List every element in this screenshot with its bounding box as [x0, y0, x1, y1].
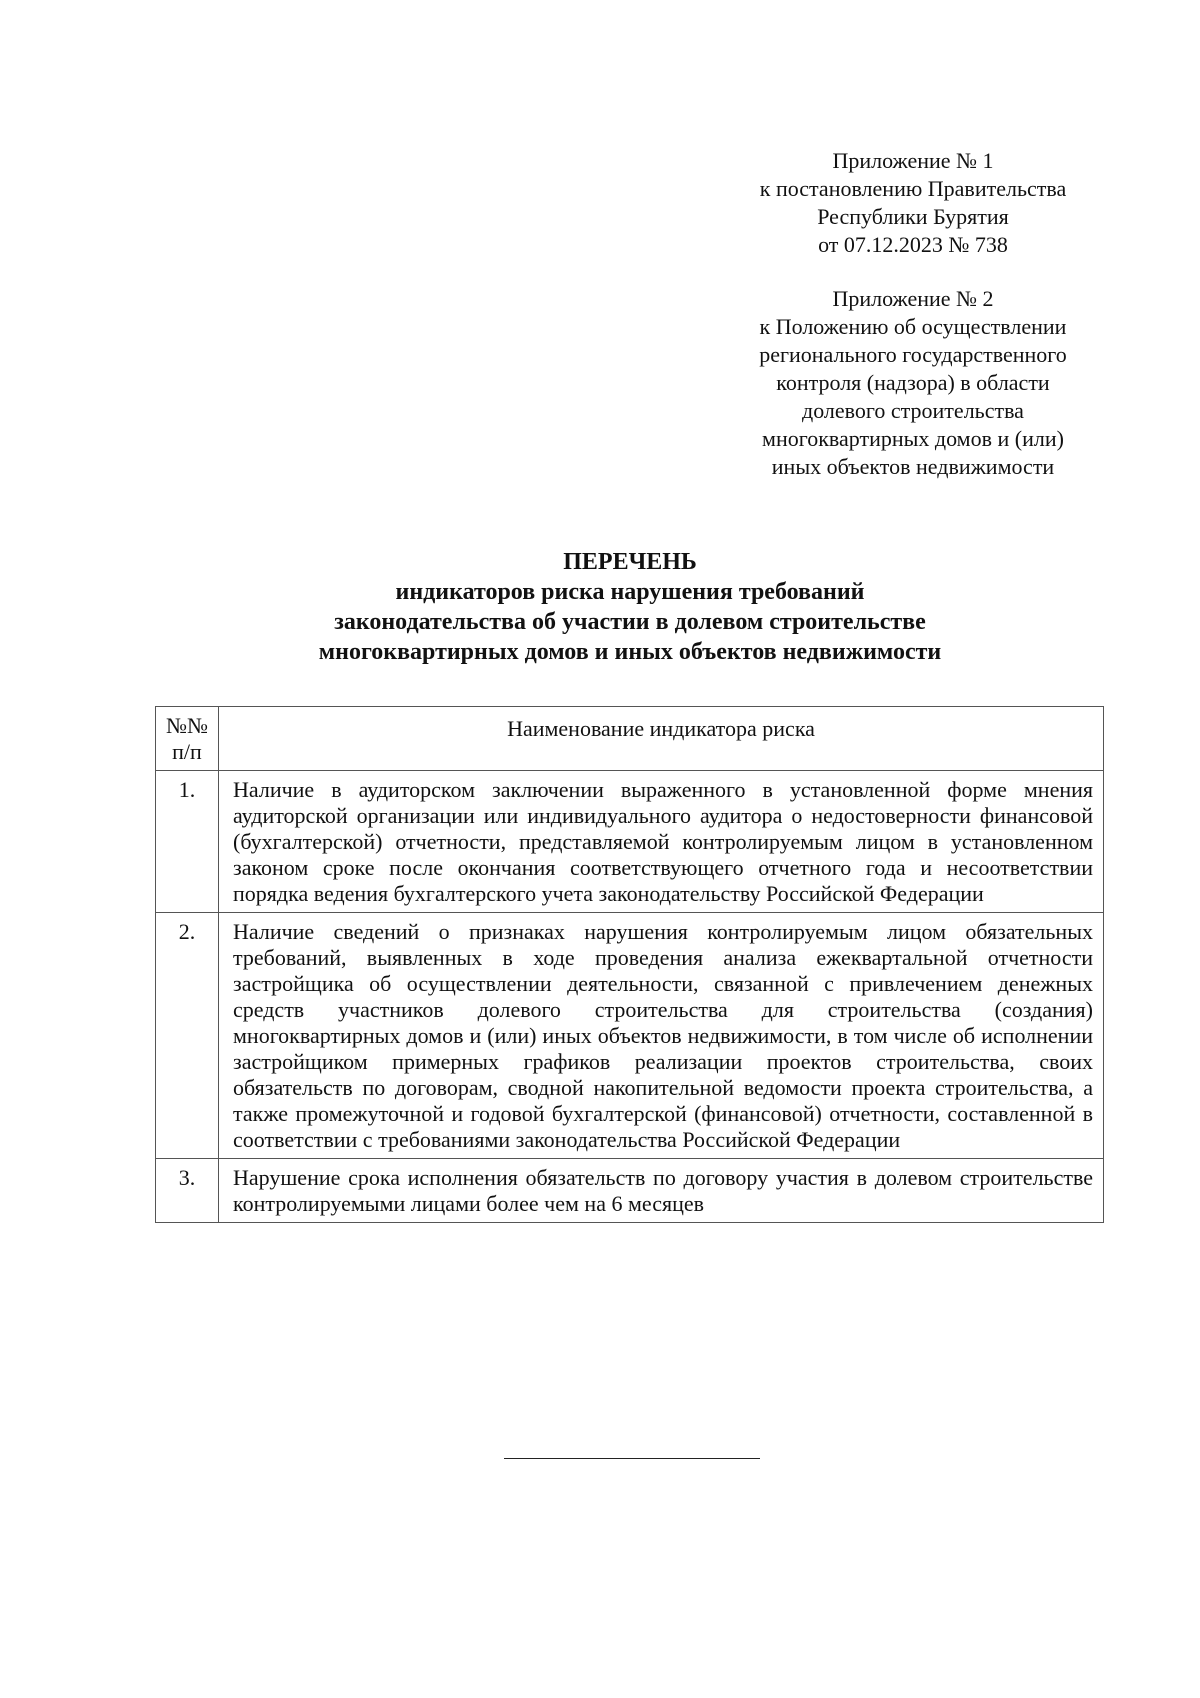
header-number-sublabel: п/п	[172, 739, 202, 764]
annex-2-line: долевого строительства	[802, 398, 1024, 423]
row-number: 3.	[156, 1159, 219, 1223]
annex-1-header	[733, 147, 1093, 259]
annex-2-line: Приложение № 2	[832, 286, 994, 311]
row-text: Наличие сведений о признаках нарушения контролируемым лицом обязательных требований, выявленных в ходе проведения анализа ежеквартальной отчетности застройщика об осуществлении деятельности, связанной с привлечением денежных средств участников долевого строительства для строительства (создания) многоквартирных домов и (или) иных объектов недвижимости, в том числе об исполнении застройщиком примерных графиков реализации проектов строительства, своих обязательств по договорам, сводной накопительной ведомости проекта строительства, а также промежуточной и годовой бухгалтерской (финансовой) отчетности, составленной в соответствии с требованиями законодательства Российской Федерации	[219, 913, 1104, 1159]
row-text: Наличие в аудиторском заключении выраженного в установленной форме мнения аудиторской организации или индивидуального аудитора о недостоверности финансовой (бухгалтерской) отчетности, представляемой контролируемым лицом в установленном законом сроке после окончания соответствующего отчетного года и несоответствии порядка ведения бухгалтерского учета законодательству Российской Федерации	[219, 771, 1104, 913]
header-number-cell	[156, 707, 219, 771]
annex-2-line: к Положению об осуществлении	[759, 314, 1067, 339]
end-separator-line	[504, 1458, 760, 1459]
table-row	[156, 913, 1104, 1159]
risk-indicators-table	[155, 706, 1104, 1223]
table-row	[156, 1159, 1104, 1223]
header-number-label: №№	[166, 713, 208, 738]
annex-1-line: Республики Бурятия	[817, 204, 1009, 229]
header-name-cell: Наименование индикатора риска	[219, 707, 1104, 771]
annex-2-line: регионального государственного	[759, 342, 1067, 367]
table-header-row	[156, 707, 1104, 771]
row-number: 1.	[156, 771, 219, 913]
row-text: Нарушение срока исполнения обязательств по договору участия в долевом строительстве контролируемыми лицами более чем на 6 месяцев	[219, 1159, 1104, 1223]
title-subline: многоквартирных домов и иных объектов недвижимости	[318, 639, 942, 665]
annex-2-line: иных объектов недвижимости	[771, 454, 1055, 479]
document-title	[150, 547, 1110, 667]
annex-2-header	[733, 285, 1093, 481]
title-subline: законодательства об участии в долевом строительстве	[334, 609, 926, 635]
annex-1-line: от 07.12.2023 № 738	[818, 232, 1008, 257]
title-subline: индикаторов риска нарушения требований	[395, 579, 865, 605]
row-number: 2.	[156, 913, 219, 1159]
annex-2-line: многоквартирных домов и (или)	[762, 426, 1064, 451]
annex-1-line: к постановлению Правительства	[759, 176, 1067, 201]
table-row	[156, 771, 1104, 913]
annex-2-line: контроля (надзора) в области	[776, 370, 1050, 395]
annex-1-line: Приложение № 1	[832, 148, 994, 173]
title-heading: ПЕРЕЧЕНЬ	[563, 549, 697, 575]
